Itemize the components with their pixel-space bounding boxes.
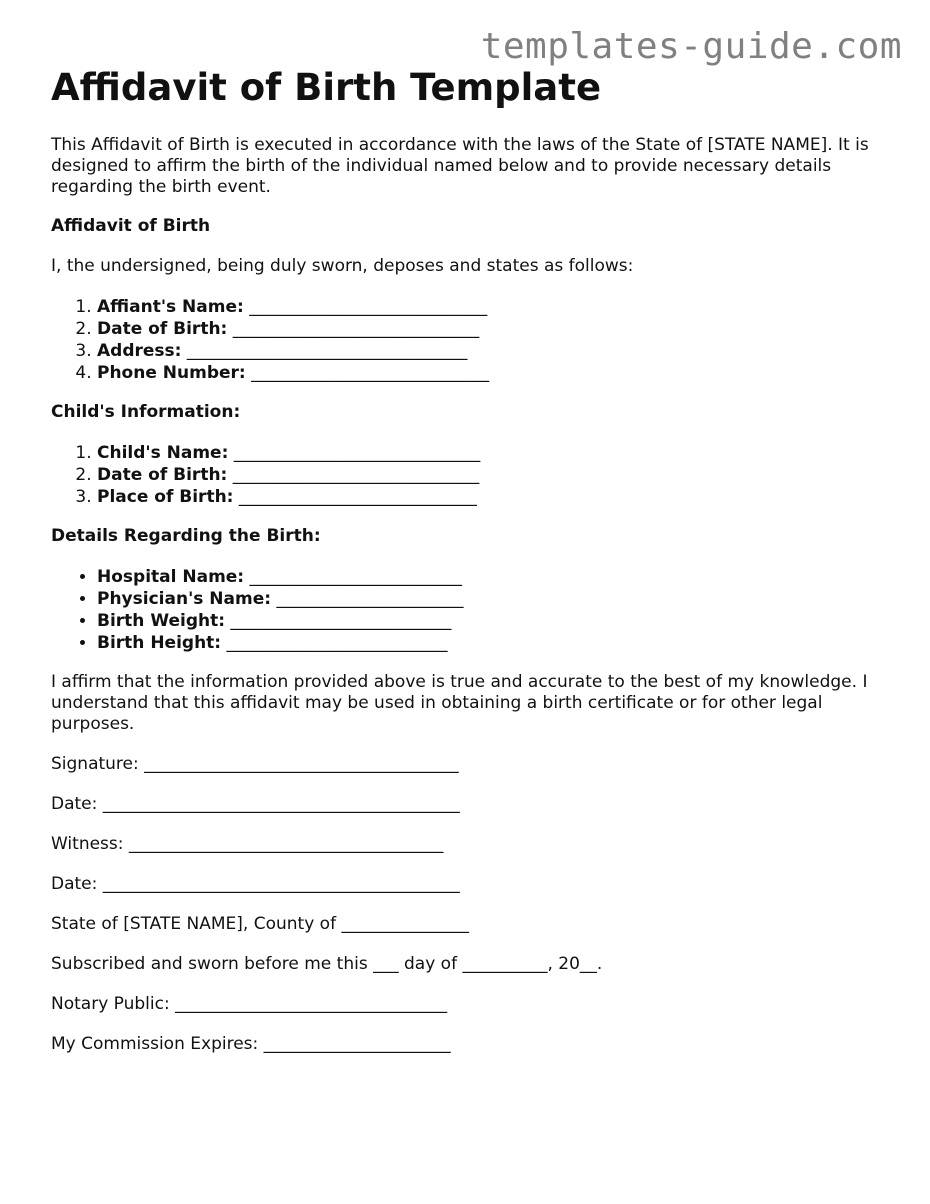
- field-label: Date of Birth:: [97, 319, 228, 339]
- commission-line[interactable]: My Commission Expires: ______________________: [51, 1034, 451, 1054]
- blank-line[interactable]: _____________________________: [228, 443, 481, 463]
- blank-line[interactable]: ____________________________: [245, 363, 490, 383]
- list-item-hospital: [97, 566, 891, 588]
- blank-line[interactable]: _________________________: [244, 567, 463, 587]
- birth-details-list: [51, 566, 891, 654]
- blank-line[interactable]: ______________________: [271, 589, 464, 609]
- blank-line[interactable]: _____________________________: [227, 465, 480, 485]
- list-item-affiant-dob: [97, 318, 891, 340]
- birth-details-heading: Details Regarding the Birth:: [51, 526, 321, 546]
- list-item-child-name: [97, 442, 891, 464]
- blank-line[interactable]: ____________________________: [243, 297, 488, 317]
- signature-line[interactable]: Signature: _____________________________________: [51, 754, 459, 774]
- list-item-height: [97, 632, 891, 654]
- field-label: Hospital Name:: [97, 567, 245, 587]
- blank-line[interactable]: _____________________________: [227, 319, 480, 339]
- sworn-line[interactable]: Subscribed and sworn before me this ___ day of __________, 20__.: [51, 954, 603, 974]
- affidavit-heading: Affidavit of Birth: [51, 216, 211, 236]
- witness-line[interactable]: Witness: _____________________________________: [51, 834, 444, 854]
- watermark: templates-guide.com: [480, 26, 902, 67]
- intro-paragraph: This Affidavit of Birth is executed in accordance with the laws of the State of [STATE NAME]. It is designed to affirm the birth of the individual named below and to provide necessary details regarding the birth event.: [51, 135, 875, 197]
- list-item-physician: [97, 588, 891, 610]
- document-page: [51, 64, 891, 1074]
- child-info-heading: Child's Information:: [51, 402, 241, 422]
- witness-date-line[interactable]: Date: __________________________________________: [51, 874, 460, 894]
- date-line[interactable]: Date: __________________________________________: [51, 794, 460, 814]
- state-county-line[interactable]: State of [STATE NAME], County of _______________: [51, 914, 469, 934]
- field-label: Affiant's Name:: [97, 297, 244, 317]
- field-label: Child's Name:: [97, 443, 229, 463]
- field-label: Date of Birth:: [97, 465, 228, 485]
- list-item-affiant-name: [97, 296, 891, 318]
- affiant-list: [51, 296, 891, 384]
- field-label: Place of Birth:: [97, 487, 234, 507]
- blank-line[interactable]: ____________________________: [233, 487, 477, 507]
- field-label: Phone Number:: [97, 363, 246, 383]
- blank-line[interactable]: __________________________: [221, 633, 448, 653]
- notary-line[interactable]: Notary Public: ________________________________: [51, 994, 448, 1014]
- affirmation-paragraph: I affirm that the information provided above is true and accurate to the best of my knowledge. I understand that this affidavit may be used in obtaining a birth certificate or for other legal purposes.: [51, 672, 873, 734]
- document-title: Affidavit of Birth Template: [51, 66, 602, 109]
- field-label: Birth Height:: [97, 633, 222, 653]
- list-item-affiant-address: [97, 340, 891, 362]
- field-label: Birth Weight:: [97, 611, 226, 631]
- sworn-statement: I, the undersigned, being duly sworn, deposes and states as follows:: [51, 256, 634, 276]
- field-label: Physician's Name:: [97, 589, 272, 609]
- list-item-child-place: [97, 486, 891, 508]
- blank-line[interactable]: __________________________: [225, 611, 452, 631]
- list-item-weight: [97, 610, 891, 632]
- field-label: Address:: [97, 341, 182, 361]
- blank-line[interactable]: _________________________________: [181, 341, 468, 361]
- list-item-affiant-phone: [97, 362, 891, 384]
- list-item-child-dob: [97, 464, 891, 486]
- child-list: [51, 442, 891, 508]
